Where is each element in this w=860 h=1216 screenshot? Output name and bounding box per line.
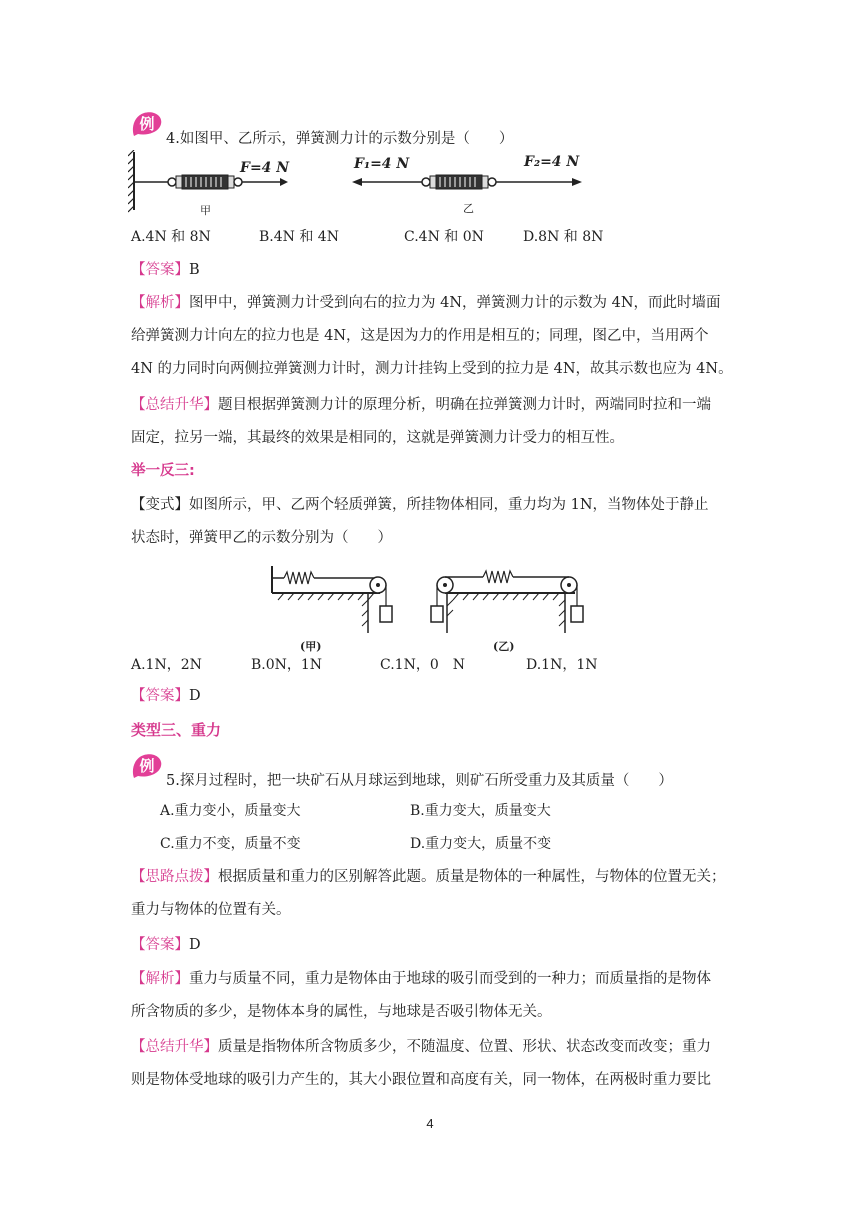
option-c: C.1N，0 N: [380, 657, 465, 673]
question-5: 5.探月过程时，把一块矿石从月球运到地球，则矿石所受重力及其质量（ ）: [166, 773, 673, 789]
analysis-line-2: 给弹簧测力计向左的拉力也是 4N，这是因为力的作用是相互的；同理，图乙中，当用两个: [131, 328, 709, 344]
option-d: D.8N 和 8N: [523, 229, 604, 245]
spring-scale-figure-yi: [352, 150, 587, 220]
figure-caption-yi: 乙: [463, 202, 474, 215]
practice-heading: 举一反三:: [131, 463, 195, 479]
hint-line-2: 重力与物体的位置有关。: [131, 902, 291, 918]
force-label: F=4 N: [240, 160, 290, 176]
option-d: D.重力变大，质量不变: [410, 836, 552, 852]
spring-scale-figure-jia: [128, 150, 303, 220]
summary-line-2: 固定，拉另一端，其最终的效果是相同的，这就是弹簧测力计受力的相互性。: [131, 430, 624, 446]
summary-line-2: 则是物体受地球的吸引力产生的，其大小跟位置和高度有关，同一物体，在两极时重力要比: [131, 1072, 711, 1088]
analysis-line-1: 【解析】重力与质量不同，重力是物体由于地球的吸引而受到的一种力；而质量指的是物体: [131, 971, 711, 987]
option-b: B.重力变大，质量变大: [410, 803, 551, 819]
summary-line-1: 【总结升华】题目根据弹簧测力计的原理分析，明确在拉弹簧测力计时，两端同时拉和一端: [131, 397, 711, 413]
answer-line: 【答案】B: [131, 262, 200, 278]
svg-text:例: 例: [139, 115, 155, 133]
option-c: C.重力不变，质量不变: [160, 836, 301, 852]
page-number: 4: [426, 1116, 434, 1131]
option-a: A.1N，2N: [131, 657, 202, 673]
option-b: B.0N，1N: [251, 657, 323, 673]
figure-caption-jia: 甲: [200, 204, 211, 217]
analysis-line-1: 【解析】图甲中，弹簧测力计受到向右的拉力为 4N，弹簧测力计的示数为 4N，而此时墙面: [131, 295, 721, 311]
variant-line-1: 【变式】如图所示，甲、乙两个轻质弹簧，所挂物体相同，重力均为 1N，当物体处于静止: [131, 497, 709, 513]
svg-text:例: 例: [139, 757, 155, 775]
option-a: A.4N 和 8N: [131, 229, 211, 245]
variant-line-2: 状态时，弹簧甲乙的示数分别为（ ）: [131, 530, 392, 546]
force-label-f1: F₁=4 N: [354, 156, 410, 172]
summary-line-1: 【总结升华】质量是指物体所含物质多少，不随温度、位置、形状、状态改变而改变；重力: [131, 1039, 711, 1055]
figure-caption-yi: (乙): [493, 640, 515, 653]
hint-line-1: 【思路点拨】根据质量和重力的区别解答此题。质量是物体的一种属性，与物体的位置无关；: [131, 869, 726, 885]
figure-caption-jia: (甲): [300, 640, 322, 653]
question-4: 4.如图甲、乙所示，弹簧测力计的示数分别是（ ）: [166, 131, 514, 147]
analysis-line-3: 4N 的力同时向两侧拉弹簧测力计时，测力计挂钩上受到的拉力是 4N，故其示数也应为 4N。: [131, 361, 733, 377]
force-label-f2: F₂=4 N: [524, 154, 580, 170]
answer-line: 【答案】D: [131, 937, 201, 953]
example-badge-icon: [130, 110, 164, 138]
pulley-spring-figure-jia: [264, 558, 409, 658]
pulley-spring-figure-yi: [425, 558, 590, 658]
option-a: A.重力变小，质量变大: [160, 803, 301, 819]
option-c: C.4N 和 0N: [404, 229, 484, 245]
answer-line: 【答案】D: [131, 688, 201, 704]
option-b: B.4N 和 4N: [259, 229, 339, 245]
option-d: D.1N，1N: [526, 657, 598, 673]
analysis-line-2: 所含物质的多少，是物体本身的属性，与地球是否吸引物体无关。: [131, 1004, 552, 1020]
example-badge-icon: [130, 752, 164, 780]
section-heading: 类型三、重力: [131, 721, 222, 739]
